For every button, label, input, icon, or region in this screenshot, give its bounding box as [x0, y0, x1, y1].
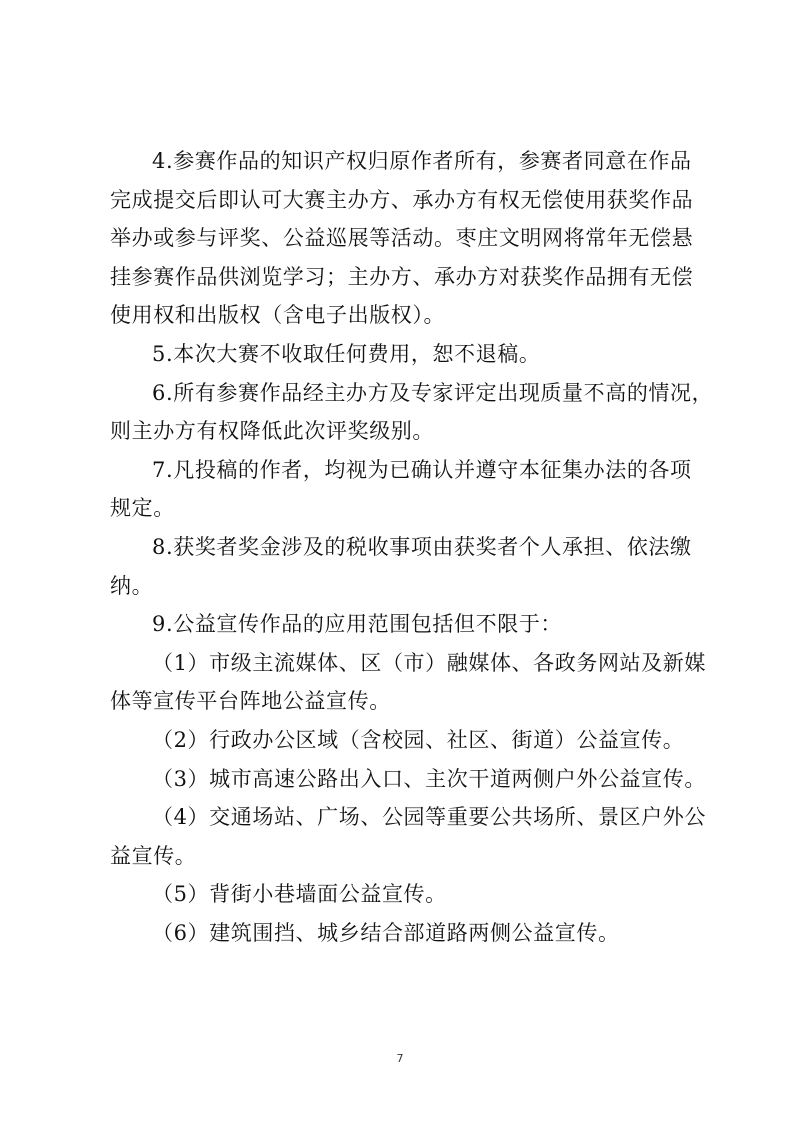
paragraph-line: 7.凡投稿的作者，均视为已确认并遵守本征集办法的各项: [152, 457, 692, 482]
paragraph-line: 挂参赛作品供浏览学习；主办方、承办方对获奖作品拥有无偿: [110, 264, 694, 289]
paragraph-line: （2）行政办公区域（含校园、社区、街道）公益宣传。: [152, 727, 685, 752]
paragraph-line: 益宣传。: [110, 843, 197, 868]
paragraph-line: 4.参赛作品的知识产权归原作者所有，参赛者同意在作品: [152, 149, 692, 173]
paragraph-line: 6.所有参赛作品经主办方及专家评定出现质量不高的情况，: [152, 380, 714, 405]
paragraph-line: 则主办方有权降低此次评奖级别。: [110, 419, 434, 444]
paragraph-line: 举办或参与评奖、公益巡展等活动。枣庄文明网将常年无偿悬: [110, 226, 694, 251]
document-body: [110, 142, 714, 952]
paragraph-3: [110, 374, 714, 451]
paragraph-1: [110, 142, 700, 335]
paragraph-8: [110, 721, 700, 760]
paragraph-line: （5）背街小巷墙面公益宣传。: [152, 882, 447, 907]
paragraph-line: 规定。: [110, 496, 175, 521]
paragraph-12: [110, 914, 700, 953]
paragraph-line: （6）建筑围挡、城乡结合部道路两侧公益宣传。: [152, 920, 620, 945]
paragraph-line: （4）交通场站、广场、公园等重要公共场所、景区户外公: [152, 805, 706, 830]
paragraph-line: 完成提交后即认可大赛主办方、承办方有权无偿使用获奖作品: [110, 187, 694, 212]
page-number: 7: [396, 1052, 404, 1065]
paragraph-line: 使用权和出版权（含电子出版权）。: [110, 303, 446, 328]
paragraph-line: （3）城市高速公路出入口、主次干道两侧户外公益宣传。: [152, 766, 706, 791]
paragraph-11: [110, 875, 700, 914]
paragraph-9: [110, 760, 706, 799]
paragraph-line: 9.公益宣传作品的应用范围包括但不限于：: [152, 612, 563, 637]
paragraph-line: 5.本次大赛不收取任何费用，恕不退稿。: [152, 341, 541, 366]
paragraph-line: 体等宣传平台阵地公益宣传。: [110, 689, 391, 714]
paragraph-10: [110, 798, 706, 875]
paragraph-line: 8.获奖者奖金涉及的税收事项由获奖者个人承担、依法缴: [152, 534, 692, 559]
paragraph-5: [110, 528, 700, 605]
paragraph-line: （1）市级主流媒体、区（市）融媒体、各政务网站及新媒: [152, 650, 706, 675]
paragraph-4: [110, 451, 700, 528]
paragraph-7: [110, 644, 706, 721]
paragraph-6: [110, 605, 700, 644]
paragraph-2: [110, 335, 700, 374]
paragraph-line: 纳。: [110, 573, 154, 598]
